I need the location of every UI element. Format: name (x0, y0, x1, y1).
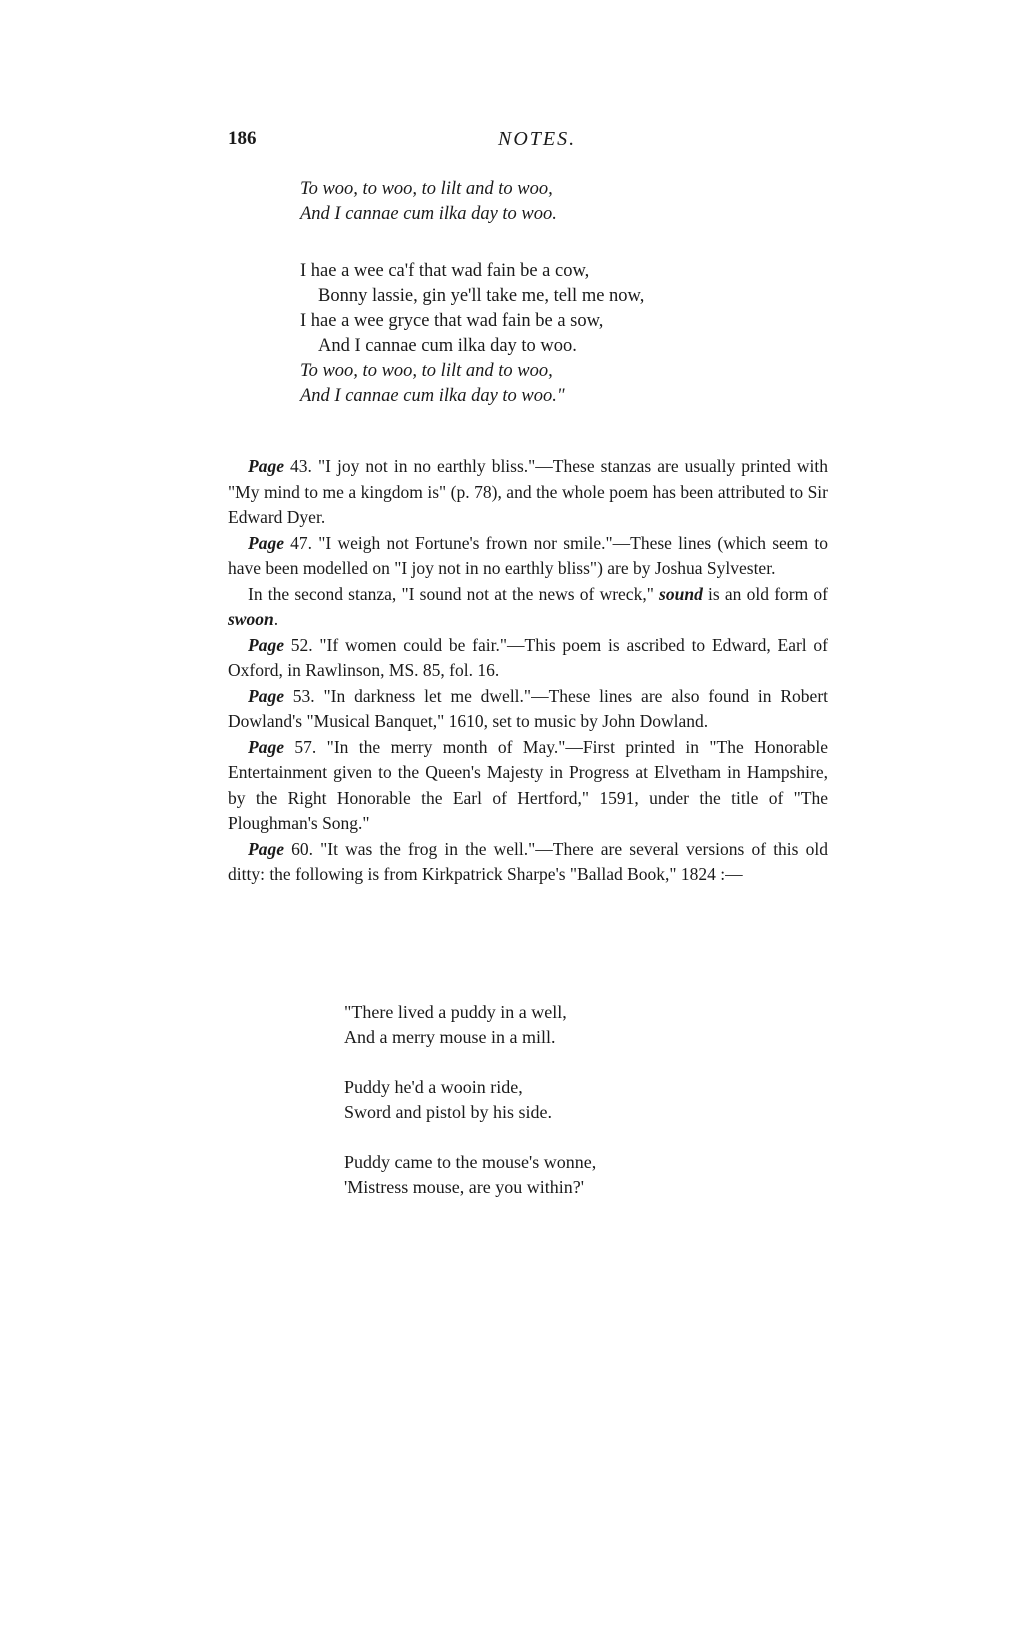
page-label: Page (248, 685, 284, 706)
verse-line: And I cannae cum ilka day to woo. (300, 204, 557, 224)
verse-line: I hae a wee gryce that wad fain be a sow, (300, 311, 604, 331)
note-text: "In the merry month of May."—First printed in "The Honorable Entertainment given to the Queen's Majesty in Progress at Elvetham in Hampshire, by the Right Honorable the Earl of Hertford," 1591, under the title of "The Ploughman's Song." (228, 736, 829, 833)
note-text: "If women could be fair."—This poem is ascribed to Edward, Earl of Oxford, in Rawlinson, MS. 85, fol. 16. (228, 634, 829, 680)
note-text: . (273, 609, 279, 629)
verse-stanza (300, 259, 644, 409)
page-label: Page (248, 838, 284, 859)
verse-line: "There lived a puddy in a well, (344, 1002, 567, 1022)
page-label: Page (248, 634, 284, 655)
note-page-60 (228, 837, 828, 888)
verse-line: 'Mistress mouse, are you within?' (344, 1177, 584, 1197)
italic-word: sound (659, 583, 703, 604)
page-ref: 57. (283, 736, 317, 757)
verse-line (344, 1050, 596, 1075)
verse-line: I hae a wee ca'f that wad fain be a cow, (300, 261, 590, 281)
verse-line: Bonny lassie, gin ye'll take me, tell me now, (318, 286, 645, 306)
note-text: "I weigh not Fortune's frown nor smile."—These lines (which seem to have been modelled on "I joy not in no earthly bliss") are by Joshua Sylvester. (228, 532, 828, 578)
verse-line: And a merry mouse in a mill. (344, 1027, 556, 1047)
verse-refrain (300, 177, 557, 227)
running-title: NOTES. (498, 128, 577, 150)
page-label: Page (248, 736, 284, 757)
italic-word: swoon (228, 609, 274, 629)
note-text: is an old form of (702, 583, 828, 604)
page-ref: 47. (283, 532, 313, 553)
verse-line: And I cannae cum ilka day to woo." (300, 386, 565, 406)
verse-line: To woo, to woo, to lilt and to woo, (300, 361, 553, 381)
page-ref: 53. (283, 685, 315, 706)
page-label: Page (248, 532, 284, 553)
note-text: "I joy not in no earthly bliss."—These stanzas are usually printed with "My mind to me a kingdom is" (p. 78), and the whole poem has been attributed to Sir Edward Dyer. (228, 456, 829, 527)
note-page-52 (228, 633, 828, 684)
verse-line: And I cannae cum ilka day to woo. (318, 336, 577, 356)
page-label: Page (248, 456, 284, 476)
ballad-excerpt (344, 1000, 596, 1200)
page-number: 186 (228, 128, 257, 149)
note-text: In the second stanza, "I sound not at the news of wreck," (248, 583, 660, 604)
page-ref: 60. (283, 838, 313, 859)
verse-line: Puddy he'd a wooin ride, (344, 1077, 523, 1097)
page-header (228, 128, 848, 158)
note-text: "In darkness let me dwell."—These lines are also found in Robert Dowland's "Musical Banquet," 1610, set to music by John Dowland. (228, 685, 829, 731)
verse-line: Puddy came to the mouse's wonne, (344, 1152, 597, 1172)
note-page-47 (228, 531, 828, 582)
verse-line (344, 1125, 596, 1150)
page-ref: 43. (283, 456, 312, 476)
note-page-53 (228, 684, 828, 735)
verse-line: To woo, to woo, to lilt and to woo, (300, 179, 553, 199)
verse-line: Sword and pistol by his side. (344, 1102, 553, 1122)
note-page-47-continued (228, 582, 828, 633)
notes-body (228, 454, 828, 888)
note-page-57 (228, 735, 828, 837)
note-page-43 (228, 454, 828, 531)
page-ref: 52. (283, 634, 313, 655)
note-text: "It was the frog in the well."—There are several versions of this old ditty: the following is from Kirkpatrick Sharpe's "Ballad Book," 1824 :— (228, 838, 828, 884)
